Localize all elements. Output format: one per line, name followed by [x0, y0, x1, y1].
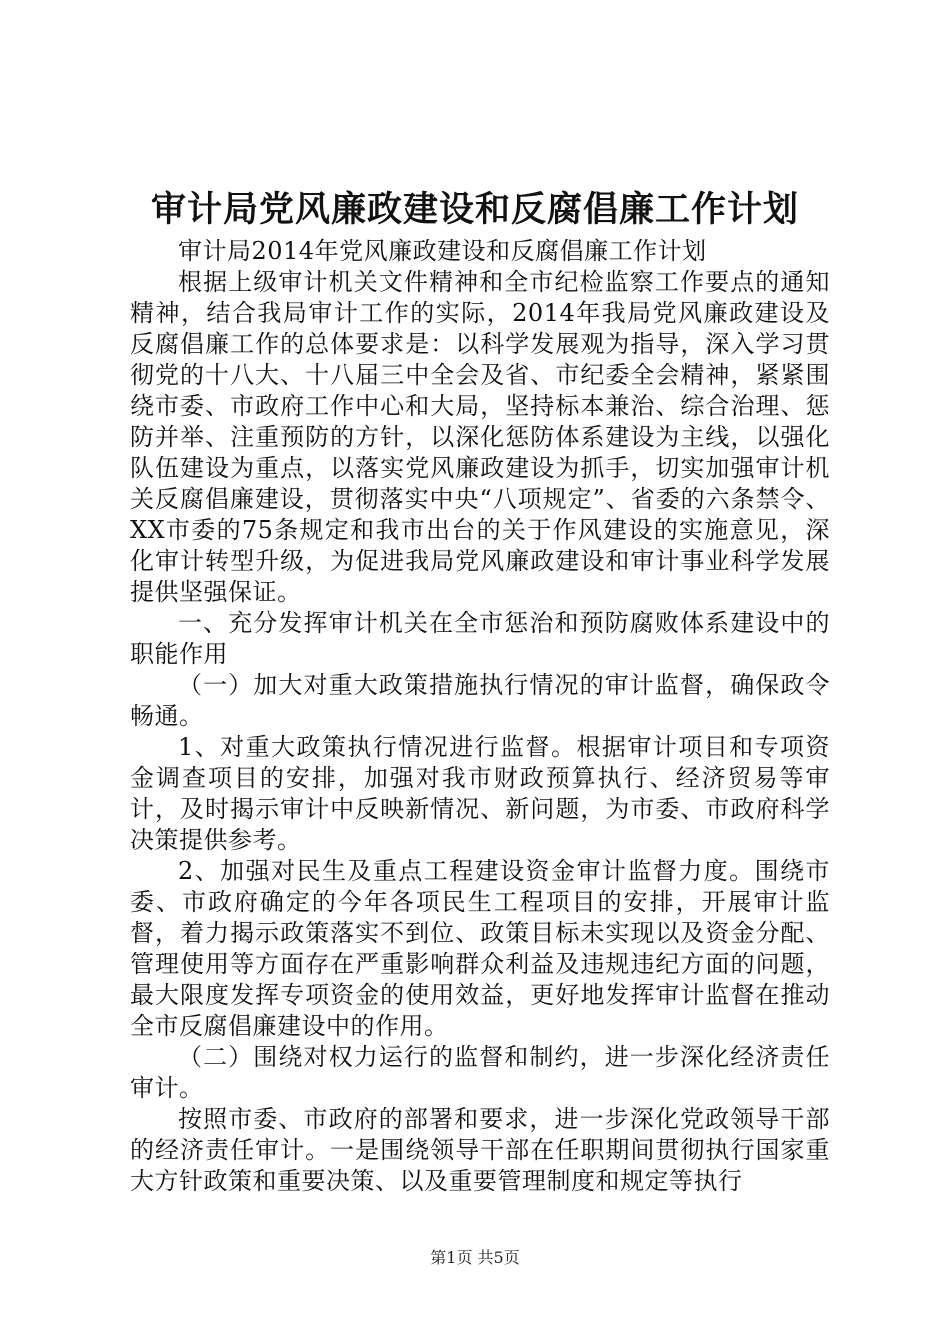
intro-paragraph: 根据上级审计机关文件精神和全市纪检监察工作要点的通知精神，结合我局审计工作的实际，2014年我局党风廉政建设及反腐倡廉工作的总体要求是：以科学发展观为指导，深入学习贯彻党的十八大、十八届三中全会及省、市纪委全会精神，紧紧围绕市委、市政府工作中心和大局，坚持标本兼治、综合治理、惩防并举、注重预防的方针，以深化惩防体系建设为主线，以强化队伍建设为重点，以落实党风廉政建设为抓手，切实加强审计机关反腐倡廉建设，贯彻落实中央“八项规定”、省委的六条禁令、XX市委的75条规定和我市出台的关于作风建设的实施意见，深化审计转型升级，为促进我局党风廉政建设和审计事业科学发展提供坚强保证。: [130, 268, 830, 606]
document-title: 审计局党风廉政建设和反腐倡廉工作计划: [150, 189, 799, 230]
subsection-heading-2: （二）围绕对权力运行的监督和制约，进一步深化经济责任审计。: [130, 1043, 830, 1102]
page-footer: 第1页 共5页: [430, 1248, 520, 1267]
document-body: [130, 236, 830, 1197]
document-subtitle: 审计局2014年党风廉政建设和反腐倡廉工作计划: [178, 237, 707, 265]
subsection-heading-1: （一）加大对重大政策措施执行情况的审计监督，确保政令畅通。: [130, 671, 830, 730]
item-paragraph-1: 1、对重大政策执行情况进行监督。根据审计项目和专项资金调查项目的安排，加强对我市财政预算执行、经济贸易等审计，及时揭示审计中反映新情况、新问题，为市委、市政府科学决策提供参考。: [130, 733, 830, 854]
section-heading-1: 一、充分发挥审计机关在全市惩治和预防腐败体系建设中的职能作用: [130, 609, 830, 668]
item-paragraph-2: 2、加强对民生及重点工程建设资金审计监督力度。围绕市委、市政府确定的今年各项民生工程项目的安排，开展审计监督，着力揭示政策落实不到位、政策目标未实现以及资金分配、管理使用等方面存在严重影响群众利益及违规违纪方面的问题，最大限度发挥专项资金的使用效益，更好地发挥审计监督在推动全市反腐倡廉建设中的作用。: [130, 857, 830, 1040]
body-paragraph-final: 按照市委、市政府的部署和要求，进一步深化党政领导干部的经济责任审计。一是围绕领导干部在任职期间贯彻执行国家重大方针政策和重要决策、以及重要管理制度和规定等执行: [130, 1105, 830, 1195]
